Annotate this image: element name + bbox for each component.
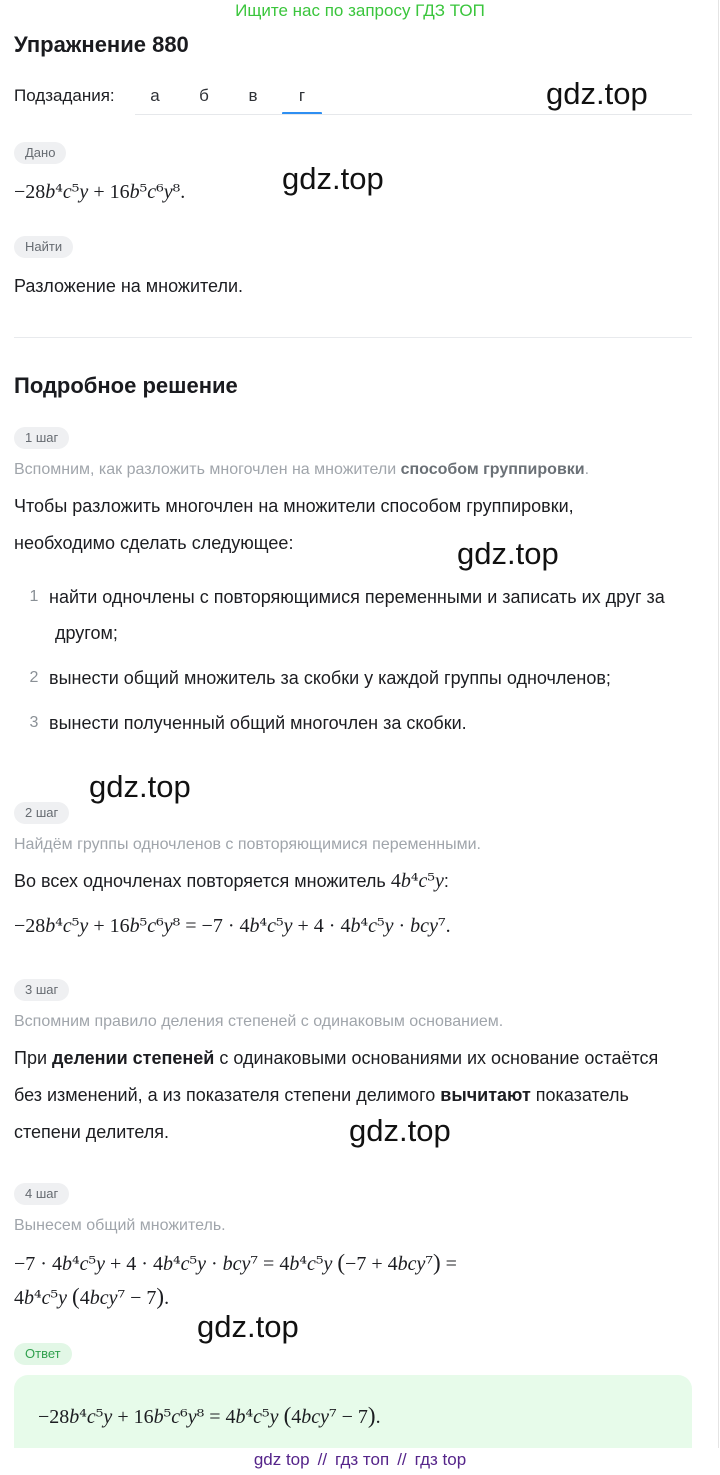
math-variable: y: [283, 915, 293, 937]
math-variable: b: [45, 915, 56, 937]
math-variable: y: [434, 870, 444, 892]
math-variable: b: [410, 915, 421, 937]
math-variable: b: [129, 181, 140, 203]
math-variable: y: [79, 915, 89, 937]
math-variable: b: [45, 181, 56, 203]
footer-part: гдз top: [414, 1450, 467, 1469]
math-variable: y: [79, 181, 89, 203]
subtasks-tabs: [135, 80, 322, 115]
exercise-title: Упражнение 880: [14, 32, 189, 57]
math-variable: y: [187, 1406, 197, 1428]
math-variable: b: [289, 1253, 300, 1275]
hint-text: .: [584, 461, 590, 478]
math-exponent: ⁴: [172, 1253, 181, 1275]
math-exponent: ⁵: [163, 1406, 172, 1428]
step-1-text-line: Чтобы разложить многочлен на множители способом группировки,: [14, 496, 574, 516]
math-variable: b: [400, 870, 411, 892]
watermark: gdz.top: [546, 76, 648, 111]
step-3-text-line: [14, 1114, 169, 1151]
math-variable: c: [306, 1253, 316, 1275]
text-part: При: [14, 1048, 53, 1068]
math-variable: c: [41, 1287, 51, 1309]
step-4-math-line: −7 · 4b⁴c⁵y + 4 · 4b⁴c⁵y · bcy⁷ = 4b⁴c⁵y (−7 + 4bcy⁷) =: [14, 1250, 457, 1275]
math-variable: c: [171, 1406, 181, 1428]
math-variable: y: [320, 1406, 330, 1428]
math-paren: (: [72, 1284, 80, 1309]
math-exponent: ⁷: [329, 1406, 337, 1428]
math-exponent: ⁷: [117, 1287, 126, 1309]
footer-separator: //: [317, 1450, 328, 1469]
list-item-text: вынести полученный общий многочлен за скобки.: [49, 713, 467, 733]
find-text: Разложение на множители.: [14, 276, 244, 296]
math-exponent: ⁵: [88, 1253, 97, 1275]
math-variable: y: [197, 1253, 206, 1275]
math-variable: b: [350, 915, 361, 937]
math-exponent: ⁴: [259, 915, 268, 937]
step-2-hint: Найдём группы одночленов с повторяющимися переменными.: [14, 836, 481, 853]
step-4-math-line: 4b⁴c⁵y (4bcy⁷ − 7).: [14, 1284, 170, 1309]
math-variable: y: [269, 1406, 279, 1428]
math-variable: b: [69, 1406, 80, 1428]
math-exponent: ⁵: [262, 1406, 270, 1428]
watermark: gdz.top: [282, 161, 384, 196]
math-exponent: ⁴: [245, 1406, 254, 1428]
math-variable: b: [153, 1406, 164, 1428]
math-variable: c: [147, 915, 157, 937]
list-item-number: 3: [29, 714, 39, 731]
math-variable: y: [323, 1253, 333, 1275]
math-variable: c: [311, 1406, 321, 1428]
list-item-text: другом;: [55, 623, 118, 643]
text-part: без изменений, а из показателя степени делимого: [14, 1085, 441, 1105]
text-emphasis: вычитают: [440, 1085, 531, 1105]
given-badge: Дано: [14, 142, 66, 164]
watermark: gdz.top: [457, 536, 559, 571]
tab-subtask-b[interactable]: б: [199, 86, 209, 105]
math-variable: c: [79, 1253, 89, 1275]
step-2-text-part: :: [443, 871, 449, 891]
math-variable: b: [61, 1253, 72, 1275]
math-variable: c: [407, 1253, 417, 1275]
math-exponent: ⁵: [50, 1287, 59, 1309]
math-variable: c: [147, 181, 157, 203]
hint-text: Вспомним, как разложить многочлен на множители: [14, 461, 401, 478]
math-paren: ): [156, 1284, 165, 1309]
step-4-hint: Вынесем общий множитель.: [14, 1217, 226, 1234]
math-exponent: ⁴: [71, 1253, 80, 1275]
math-exponent: ⁴: [410, 870, 419, 892]
math-exponent: ⁶: [156, 181, 164, 203]
list-item-number: 2: [29, 669, 39, 686]
step-3-badge: 3 шаг: [14, 979, 69, 1001]
step-3-text-line: [14, 1077, 629, 1114]
watermark: gdz.top: [89, 769, 191, 804]
math-exponent: ⁵: [315, 1253, 324, 1275]
math-variable: b: [249, 915, 260, 937]
math-exponent: ⁴: [79, 1406, 87, 1428]
subtasks-label: Подзадания:: [14, 86, 115, 105]
list-item-text: найти одночлены с повторяющимися переменными и записать их друг за: [49, 587, 665, 607]
step-4-badge: 4 шаг: [14, 1183, 69, 1205]
math-exponent: ⁵: [376, 915, 385, 937]
math-exponent: ⁴: [360, 915, 369, 937]
math-variable: c: [86, 1406, 96, 1428]
math-exponent: ⁴: [34, 1287, 42, 1309]
math-variable: c: [267, 915, 276, 937]
text-part: с одинаковыми основаниями их основание остаётся: [214, 1048, 659, 1068]
tab-subtask-g[interactable]: г: [282, 80, 322, 115]
answer-expression: −28b⁴c⁵y + 16b⁵c⁶y⁸ = 4b⁴c⁵y (4bcy⁷ − 7).: [38, 1403, 381, 1428]
math-exponent: ⁴: [55, 181, 63, 203]
watermark: gdz.top: [197, 1309, 299, 1344]
math-exponent: ⁷: [425, 1253, 433, 1275]
math-exponent: ⁵: [95, 1406, 104, 1428]
math-exponent: ⁵: [139, 181, 148, 203]
math-variable: y: [58, 1287, 68, 1309]
math-variable: b: [301, 1406, 312, 1428]
hint-emphasis: способом группировки: [400, 461, 585, 478]
math-variable: y: [241, 1253, 251, 1275]
math-exponent: ⁵: [276, 915, 284, 937]
page-edge-line: [718, 0, 719, 1475]
text-emphasis: делении степеней: [52, 1048, 215, 1068]
inline-math-factor: 4b⁴c⁵y: [390, 870, 444, 892]
search-promo-banner: Ищите нас по запросу ГДЗ ТОП: [235, 1, 485, 20]
math-variable: b: [162, 1253, 173, 1275]
math-exponent: ⁵: [71, 915, 80, 937]
math-variable: c: [62, 181, 72, 203]
math-exponent: ⁶: [180, 1406, 188, 1428]
tabs-divider: [135, 114, 692, 115]
math-exponent: ⁷: [250, 1253, 259, 1275]
tab-subtask-v[interactable]: в: [248, 86, 258, 105]
find-badge: Найти: [14, 236, 73, 258]
math-variable: c: [232, 1253, 242, 1275]
watermark: gdz.top: [349, 1113, 451, 1148]
section-divider: [14, 337, 692, 338]
math-variable: b: [235, 1406, 246, 1428]
math-paren: ): [433, 1250, 441, 1275]
footer-separator: //: [397, 1450, 407, 1469]
step-2-badge: 2 шаг: [14, 802, 69, 824]
math-paren: (: [283, 1403, 292, 1428]
math-variable: y: [416, 1253, 426, 1275]
math-variable: y: [384, 915, 394, 937]
step-1-badge: 1 шаг: [14, 427, 69, 449]
step-1-hint: [14, 459, 589, 481]
math-paren: (: [337, 1250, 346, 1275]
step-2-text: [14, 863, 449, 900]
math-variable: c: [368, 915, 377, 937]
math-exponent: ⁸: [172, 181, 181, 203]
math-exponent: ⁷: [437, 915, 446, 937]
math-variable: b: [24, 1287, 34, 1309]
math-variable: c: [418, 870, 428, 892]
footer-part: гдз топ: [335, 1450, 390, 1469]
math-variable: y: [429, 915, 438, 937]
step-3-text-line: [14, 1040, 658, 1077]
math-variable: c: [253, 1406, 263, 1428]
math-exponent: ⁵: [189, 1253, 198, 1275]
list-item-text: вынести общий множитель за скобки у каждой группы одночленов;: [49, 668, 611, 688]
given-expression: −28b⁴c⁵y + 16b⁵c⁶y⁸.: [14, 181, 186, 203]
math-exponent: ⁸: [172, 915, 181, 937]
math-exponent: ⁵: [427, 870, 435, 892]
math-variable: y: [103, 1406, 113, 1428]
answer-badge: Ответ: [14, 1343, 72, 1365]
text-part: степени делителя.: [14, 1122, 169, 1142]
math-exponent: ⁴: [55, 915, 63, 937]
math-exponent: ⁶: [156, 915, 164, 937]
footer-part: gdz top: [253, 1450, 310, 1469]
solution-title: Подробное решение: [14, 373, 238, 398]
footer-watermark: [0, 1448, 720, 1475]
math-exponent: ⁵: [71, 181, 80, 203]
math-variable: c: [62, 915, 72, 937]
math-variable: b: [89, 1287, 100, 1309]
math-exponent: ⁵: [139, 915, 148, 937]
step-2-math-line: −28b⁴c⁵y + 16b⁵c⁶y⁸ = −7 · 4b⁴c⁵y + 4 · 4b⁴c⁵y · bcy⁷.: [14, 915, 451, 937]
math-variable: b: [129, 915, 140, 937]
math-paren: ): [367, 1403, 376, 1428]
list-item-number: 1: [29, 588, 39, 605]
math-variable: y: [108, 1287, 118, 1309]
math-variable: c: [420, 915, 430, 937]
math-variable: b: [222, 1253, 233, 1275]
tab-subtask-a[interactable]: а: [150, 86, 160, 105]
math-exponent: ⁴: [299, 1253, 307, 1275]
math-variable: y: [163, 181, 173, 203]
step-3-hint: Вспомним правило деления степеней с одинаковым основанием.: [14, 1013, 504, 1030]
math-exponent: ⁸: [196, 1406, 205, 1428]
math-variable: y: [96, 1253, 105, 1275]
step-1-text-line: необходимо сделать следующее:: [14, 533, 294, 553]
step-2-text-part: Во всех одночленах повторяется множитель: [14, 871, 391, 891]
text-part: показатель: [530, 1085, 629, 1105]
math-variable: c: [180, 1253, 190, 1275]
math-variable: b: [397, 1253, 408, 1275]
math-variable: y: [163, 915, 173, 937]
math-variable: c: [99, 1287, 109, 1309]
